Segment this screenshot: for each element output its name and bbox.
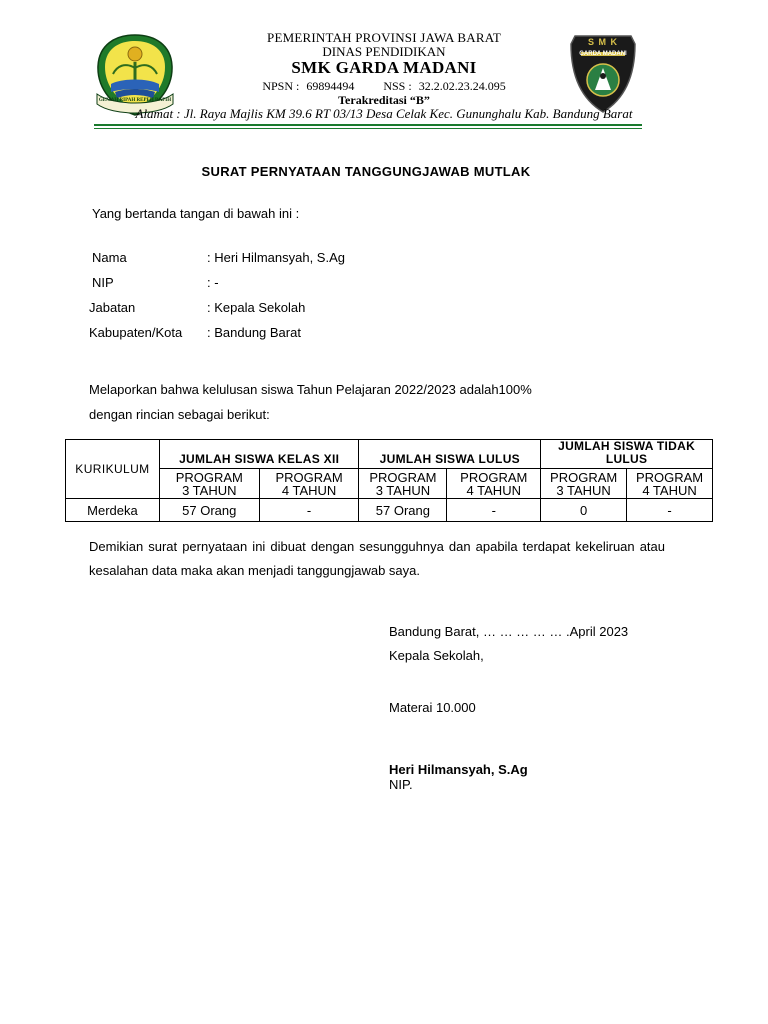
- npsn-value: 69894494: [306, 79, 355, 93]
- document-title: SURAT PERNYATAAN TANGGUNGJAWAB MUTLAK: [201, 164, 531, 179]
- signature-place-date: Bandung Barat, … … … … … .April 2023: [389, 624, 629, 639]
- cell-kurikulum: Merdeka: [66, 499, 160, 522]
- cell-kelas-3: 57 Orang: [159, 499, 259, 522]
- signature-stamp: Materai 10.000: [389, 700, 476, 715]
- subheader-kelas-3-tahun: PROGRAM 3 TAHUN: [159, 469, 259, 499]
- field-value-nama: : Heri Hilmansyah, S.Ag: [207, 250, 345, 265]
- field-value-kabupaten: : Bandung Barat: [207, 325, 301, 340]
- cell-lulus-4: -: [447, 499, 541, 522]
- letterhead-government: PEMERINTAH PROVINSI JAWA BARAT: [267, 30, 501, 45]
- field-label-kabupaten: Kabupaten/Kota: [89, 325, 183, 340]
- subheader-lulus-4-tahun: PROGRAM 4 TAHUN: [447, 469, 541, 499]
- cell-tidak-4: -: [627, 499, 713, 522]
- cell-lulus-3: 57 Orang: [359, 499, 447, 522]
- report-line-1: Melaporkan bahwa kelulusan siswa Tahun Pelajaran 2022/2023 adalah100%: [89, 382, 532, 397]
- subheader-tidak-3-tahun: PROGRAM 3 TAHUN: [541, 469, 627, 499]
- header-kurikulum: KURIKULUM: [66, 440, 160, 499]
- letterhead-school-name: SMK GARDA MADANI: [291, 58, 477, 77]
- subheader-lulus-3-tahun: PROGRAM 3 TAHUN: [359, 469, 447, 499]
- field-value-jabatan: : Kepala Sekolah: [207, 300, 306, 315]
- subheader-tidak-4-tahun: PROGRAM 4 TAHUN: [627, 469, 713, 499]
- letterhead-rule-thick: [94, 124, 642, 126]
- letterhead-accreditation: Terakreditasi “B”: [338, 93, 430, 107]
- header-group-kelas-xii: JUMLAH SISWA KELAS XII: [159, 440, 359, 469]
- header-group-tidak-lulus: JUMLAH SISWA TIDAK LULUS: [541, 440, 713, 469]
- field-label-nama: Nama: [92, 250, 127, 265]
- closing-paragraph: Demikian surat pernyataan ini dibuat dengan sesungguhnya dan apabila terdapat kekeliruan atau kesalahan data maka akan menjadi tanggungjawab saya.: [89, 539, 665, 578]
- right-logo-top: S M K: [587, 37, 618, 47]
- letterhead-rule-thin: [94, 128, 642, 129]
- right-logo-name: GARDA MADANI: [579, 51, 627, 57]
- cell-tidak-3: 0: [541, 499, 627, 522]
- graduation-table: [65, 439, 713, 522]
- left-logo-ribbon: GEMAH RIPAH REPEH RAPIH: [98, 98, 172, 103]
- table-row: [66, 499, 713, 522]
- nss-label: NSS :: [383, 79, 412, 93]
- signature-position: Kepala Sekolah,: [389, 648, 484, 663]
- letterhead-id-row: [0, 79, 768, 94]
- nss-value: 32.2.02.23.24.095: [418, 79, 506, 93]
- report-line-2: dengan rincian sebagai berikut:: [89, 407, 270, 422]
- field-label-nip: NIP: [92, 275, 114, 290]
- letterhead-address: Alamat : Jl. Raya Majlis KM 39.6 RT 03/13 Desa Celak Kec. Gununghalu Kab. Bandung Barat: [135, 106, 633, 121]
- cell-kelas-4: -: [259, 499, 359, 522]
- npsn-label: NPSN :: [262, 79, 300, 93]
- field-value-nip: : -: [207, 275, 219, 290]
- header-group-lulus: JUMLAH SISWA LULUS: [359, 440, 541, 469]
- signature-nip: NIP.: [389, 777, 413, 792]
- subheader-kelas-4-tahun: PROGRAM 4 TAHUN: [259, 469, 359, 499]
- intro-text: Yang bertanda tangan di bawah ini :: [92, 206, 300, 221]
- field-label-jabatan: Jabatan: [89, 300, 136, 315]
- letterhead-department: DINAS PENDIDIKAN: [322, 44, 446, 59]
- signature-name: Heri Hilmansyah, S.Ag: [389, 762, 528, 777]
